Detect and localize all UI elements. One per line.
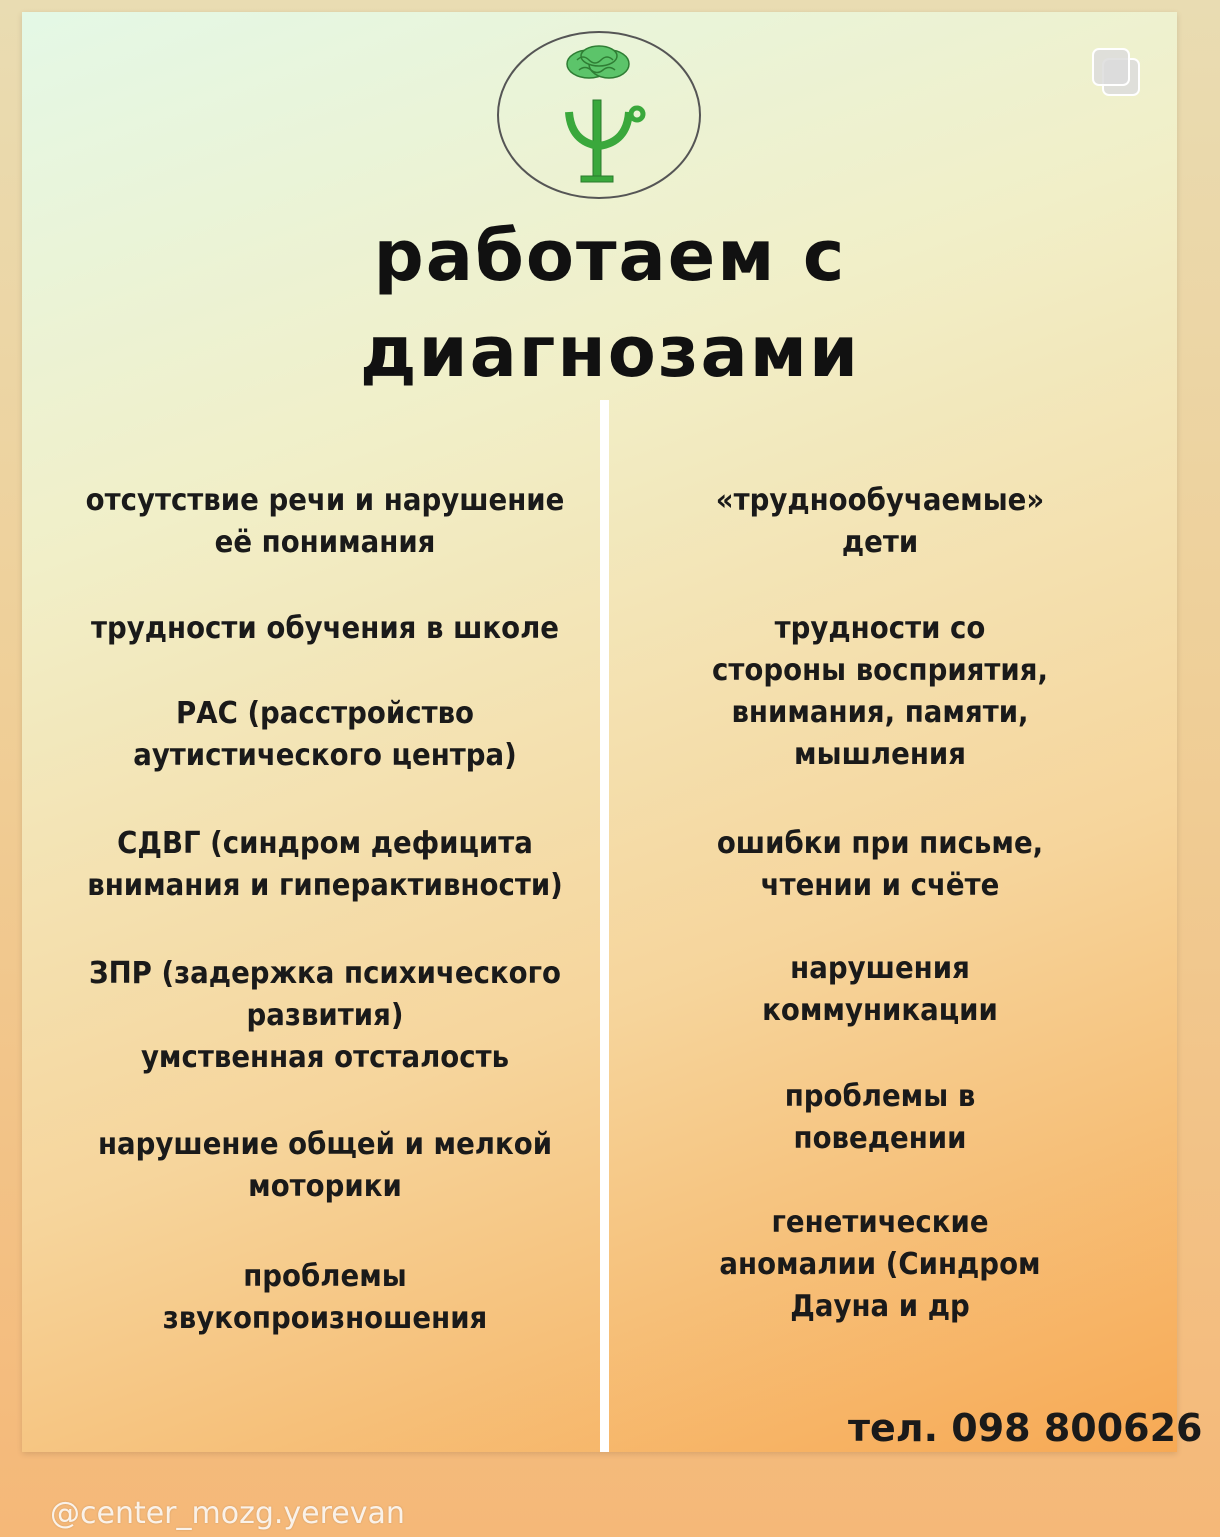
phone-number: тел. 098 800626 <box>848 1406 1203 1450</box>
left-item-6: нарушение общей и мелкой моторики <box>97 1127 553 1204</box>
column-divider <box>600 400 609 1452</box>
right-item-5: проблемы в поведении <box>784 1079 976 1156</box>
left-item-5: ЗПР (задержка психического развития) умственная отсталость <box>88 956 562 1075</box>
multiple-images-icon[interactable] <box>1090 46 1142 98</box>
account-handle[interactable]: @center_mozg.yerevan <box>50 1496 405 1531</box>
page-title-line-1: работаем с <box>373 215 847 297</box>
left-item-1: отсутствие речи и нарушение её понимания <box>85 483 565 560</box>
right-item-3: ошибки при письме, чтении и счёте <box>716 826 1044 903</box>
right-item-2: трудности со стороны восприятия, внимания, памяти, мышления <box>712 611 1048 772</box>
right-item-1: «труднообучаемые» дети <box>715 483 1045 560</box>
page-title-line-2: диагнозами <box>359 311 861 393</box>
left-item-7: проблемы звукопроизношения <box>162 1259 488 1336</box>
psi-brain-logo-icon <box>497 30 701 200</box>
left-item-4: СДВГ (синдром дефицита внимания и гиперактивности) <box>87 826 563 903</box>
right-item-6: генетические аномалии (Синдром Дауна и др <box>719 1205 1041 1324</box>
left-item-2: трудности обучения в школе <box>90 611 560 646</box>
left-item-3: РАС (расстройство аутистического центра) <box>133 696 517 773</box>
right-item-4: нарушения коммуникации <box>762 951 998 1028</box>
